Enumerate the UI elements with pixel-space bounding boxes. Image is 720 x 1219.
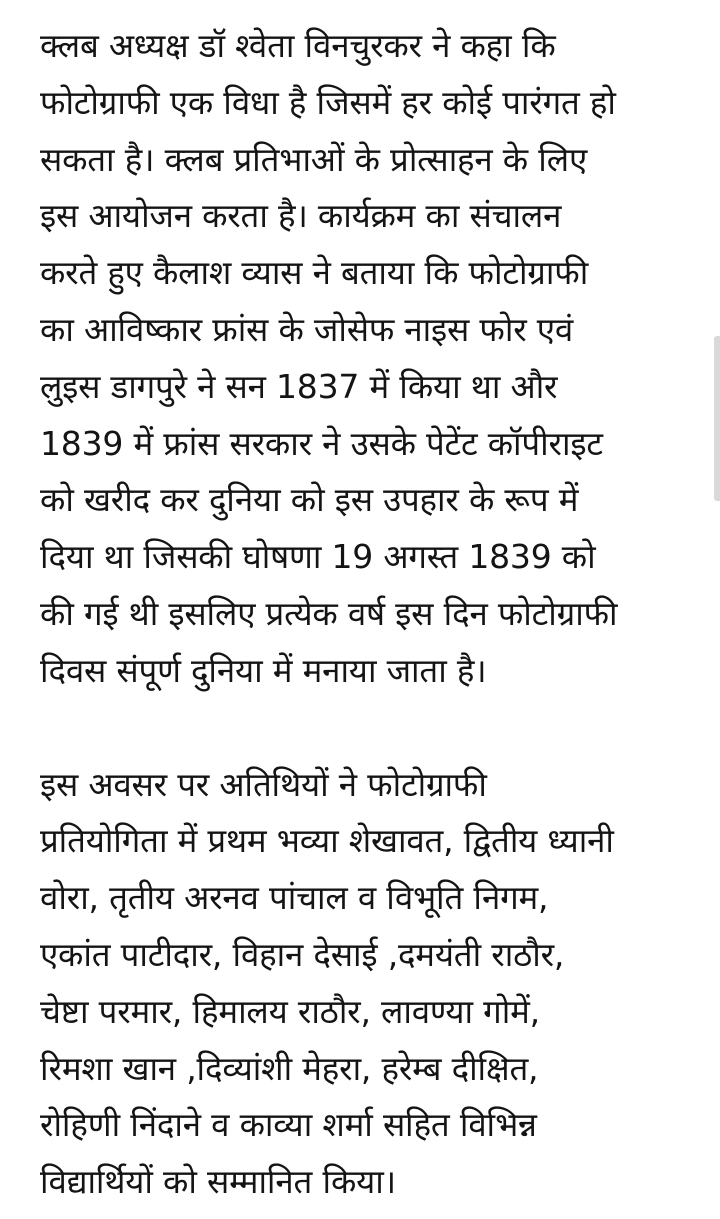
text-line: सकता है। क्लब प्रतिभाओं के प्रोत्साहन के लिए (40, 139, 587, 179)
text-line: क्लब अध्यक्ष डॉ श्वेता विनचुरकर ने कहा कि (40, 26, 556, 65)
paragraph-1 (40, 18, 700, 700)
text-line: चेष्टा परमार, हिमालय राठौर, लावण्या गोमें, (40, 991, 540, 1031)
text-line: 1839 में फ्रांस सरकार ने उसके पेटेंट कॉपीराइट (40, 423, 603, 463)
text-line: को खरीद कर दुनिया को इस उपहार के रूप में (40, 480, 579, 520)
paragraph-2 (40, 757, 700, 1211)
text-line: रिमशा खान ,दिव्यांशी मेहरा, हरेम्ब दीक्षित, (40, 1048, 539, 1088)
text-line: इस अवसर पर अतिथियों ने फोटोग्राफी (40, 764, 487, 804)
article-body (40, 18, 700, 1211)
text-line: लुइस डागपुरे ने सन 1837 में किया था और (40, 366, 558, 406)
text-line: का आविष्कार फ्रांस के जोसेफ नाइस फोर एवं (40, 309, 574, 349)
text-line: की गई थी इसलिए प्रत्येक वर्ष इस दिन फोटोग्राफी (40, 593, 618, 633)
text-line: इस आयोजन करता है। कार्यक्रम का संचालन (40, 196, 562, 236)
text-line: दिवस संपूर्ण दुनिया में मनाया जाता है। (40, 650, 487, 690)
text-line: फोटोग्राफी एक विधा है जिसमें हर कोई पारंगत हो (40, 82, 616, 122)
text-line: रोहिणी निंदाने व काव्या शर्मा सहित विभिन्न (40, 1105, 537, 1145)
text-line: दिया था जिसकी घोषणा 19 अगस्त 1839 को (40, 537, 596, 577)
scrollbar-thumb[interactable] (714, 336, 720, 501)
text-line: वोरा, तृतीय अरनव पांचाल व विभूति निगम, (40, 878, 549, 918)
text-line: विद्यार्थियों को सम्मानित किया। (40, 1162, 396, 1202)
text-line: एकांत पाटीदार, विहान देसाई ,दमयंती राठौर, (40, 934, 565, 974)
paragraph-spacer (40, 700, 700, 757)
text-line: प्रतियोगिता में प्रथम भव्या शेखावत, द्वितीय ध्यानी (40, 821, 614, 861)
text-line: करते हुए कैलाश व्यास ने बताया कि फोटोग्राफी (40, 253, 589, 293)
